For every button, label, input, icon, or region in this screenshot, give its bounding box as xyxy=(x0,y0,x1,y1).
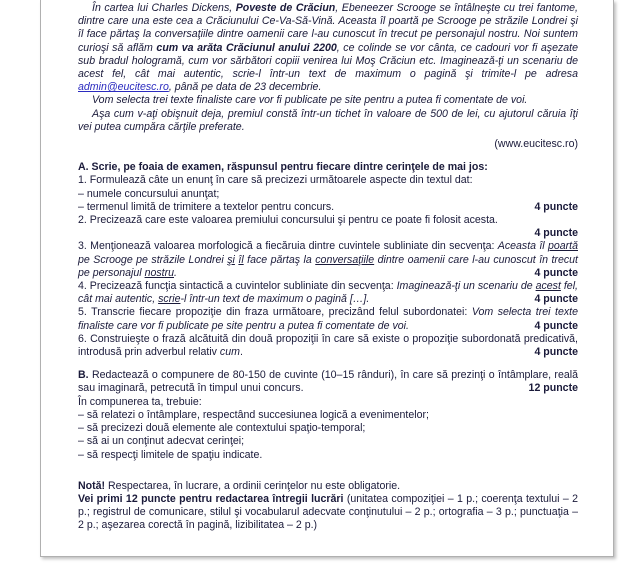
question-4-text: 4. Precizează funcţia sintactică a cuvintelor subliniate din secvenţa: xyxy=(78,280,397,293)
grading-total: Vei primi 12 puncte pentru redactarea întregii lucrări xyxy=(78,492,344,505)
question-6-points: 4 puncte xyxy=(534,346,578,359)
question-5-points: 4 puncte xyxy=(534,319,578,332)
question-1-item: – numele concursului anunţat; xyxy=(78,187,220,200)
underlined-word: poartă xyxy=(547,240,578,253)
section-b-points: 12 puncte xyxy=(528,382,578,395)
question-2: 2. Precizează care este valoarea premiului concursului şi pentru ce poate fi folosit acesta. xyxy=(78,214,498,227)
intro-text: , până pe data de 23 decembrie. xyxy=(168,81,322,94)
email-link[interactable]: admin@eucitesc.ro xyxy=(78,81,169,94)
intro-paragraph-2: Vom selecta trei texte finaliste care vor fi publicate pe site pentru a putea fi comentate de voi. xyxy=(92,94,528,107)
question-5 xyxy=(78,306,578,332)
underlined-word: scrie xyxy=(158,293,181,306)
question-6 xyxy=(78,333,578,359)
underlined-word: acest xyxy=(535,280,561,293)
section-b xyxy=(78,369,578,395)
question-1-points: 4 puncte xyxy=(534,200,578,213)
quote-text: Imaginează-ţi un scenariu de xyxy=(396,280,536,293)
book-title: Poveste de Crăciun xyxy=(235,2,336,14)
quote-text: fel, cât mai autentic, xyxy=(78,280,578,306)
quote-text: -l într-un text de maximum o pagină […]. xyxy=(180,293,370,306)
section-b-intro: În compunerea ta, trebuie: xyxy=(78,395,202,408)
section-b-text: Redactează o compunere de 80-150 de cuvinte (10–15 rânduri), în care să prezinţi o întâmplare, reală sau imaginară, petrecută în timpul unui concurs. xyxy=(78,369,578,395)
question-1-item: – termenul limită de trimitere a textelor pentru concurs. xyxy=(78,200,335,213)
question-4 xyxy=(78,280,578,306)
question-3 xyxy=(78,240,578,280)
quote-text: dintre oamenii care l-au cunoscut în trecut pe personajul xyxy=(78,253,578,279)
question-4-points: 4 puncte xyxy=(534,293,578,306)
quote-text: . xyxy=(174,266,177,279)
quote-text: cum xyxy=(219,346,240,359)
question-6-text: 6. Construieşte o frază alcătuită din două propoziţii în care să existe o propoziţie subordonată predicativă, introdusă prin adverbul relativ xyxy=(78,332,578,359)
underlined-word: conversaţiile xyxy=(315,253,375,266)
intro-text: În cartea lui Charles Dickens, xyxy=(92,2,236,14)
question-1-row xyxy=(78,201,578,214)
source-citation: (www.eucitesc.ro) xyxy=(494,138,578,151)
requirement-item: – să relatezi o întâmplare, respectând succesiunea logică a evenimentelor; xyxy=(78,408,429,421)
exam-document xyxy=(78,2,578,533)
quote-text: Aceasta îl xyxy=(497,240,548,253)
question-1: 1. Formulează câte un enunţ în care să precizezi următoarele aspecte din textul dat: xyxy=(78,174,473,187)
question-3-text: 3. Menţionează valoarea morfologică a fiecăruia dintre cuvintele subliniate din secvenţa: xyxy=(78,240,498,253)
requirement-item: – să precizezi două elemente ale contextului spaţio-temporal; xyxy=(78,422,366,435)
question-5-text: 5. Transcrie fiecare propoziţie din fraza următoare, precizând felul subordonatei: xyxy=(78,306,472,319)
requirement-item: – să respecţi limitele de spaţiu indicate. xyxy=(78,448,263,461)
quote-text: pe Scrooge pe străzile Londrei xyxy=(78,253,228,266)
note-label: Notă! xyxy=(78,479,106,492)
contest-theme: cum va arăta Crăciunul anului 2200 xyxy=(156,41,337,54)
question-3-points: 4 puncte xyxy=(534,266,578,279)
grading-note xyxy=(78,493,578,533)
quote-text: Vom selecta trei texte finaliste care vor fi publicate pe site pentru a putea fi comentate de voi. xyxy=(78,306,579,332)
note-text: Respectarea, în lucrare, a ordinii cerinţelor nu este obligatorie. xyxy=(105,479,401,492)
intro-text: , Ebeneezer Scrooge se întâlneşte cu trei fantome, dintre care una este cea a Crăciunului Ce-Va-Să-Vină. Aceasta îl poartă pe Scrooge pe străzile Londrei şi îl face părtaş la conversaţiile dintre oamenii care l-au cunoscut în trecut pe personajul nostru. Noi suntem curioşi să aflăm xyxy=(78,2,578,54)
intro-paragraph-3: Aşa cum v-aţi obişnuit deja, premiul constă într-un tichet în valoare de 500 de lei, cu ajutorul căruia îţi vei putea cumpăra cărţile preferate. xyxy=(78,107,578,133)
intro-paragraph xyxy=(78,2,578,94)
quote-text: face părtaş la xyxy=(243,253,316,266)
requirement-item: – să ai un conţinut adecvat cerinţei; xyxy=(78,435,245,448)
underlined-word: îl xyxy=(238,253,244,266)
question-2-points: 4 puncte xyxy=(534,227,578,240)
intro-text: , ce colinde se vor cânta, ce cadouri vor fi aşezate sub bradul hologramă, cum vor sărbători copiii venirea lui Moş Crăciun etc. Imaginează-ţi un scenariu de acest fel, cât mai autentic, scrie-l într-un text de maximum o pagină şi trimite-l pe adresa xyxy=(78,41,578,81)
section-a-heading: A. Scrie, pe foaia de examen, răspunsul pentru fiecare dintre cerinţele de mai jos: xyxy=(78,161,488,174)
section-b-label: B. xyxy=(78,369,89,382)
grading-breakdown: (unitatea compoziţiei – 1 p.; coerenţa textului – 2 p.; registrul de comunicare, stilul şi vocabularul adecvate conţinutului – 2 p.; ortografia – 3 p.; punctuaţia – 2 p.; aşezarea corectă în pagină, lizibilitatea – 2 p.) xyxy=(78,492,579,532)
underlined-word: nostru xyxy=(144,266,175,279)
underlined-word: şi xyxy=(227,253,235,266)
note-line xyxy=(78,480,578,493)
question-6-text: . xyxy=(239,346,243,359)
